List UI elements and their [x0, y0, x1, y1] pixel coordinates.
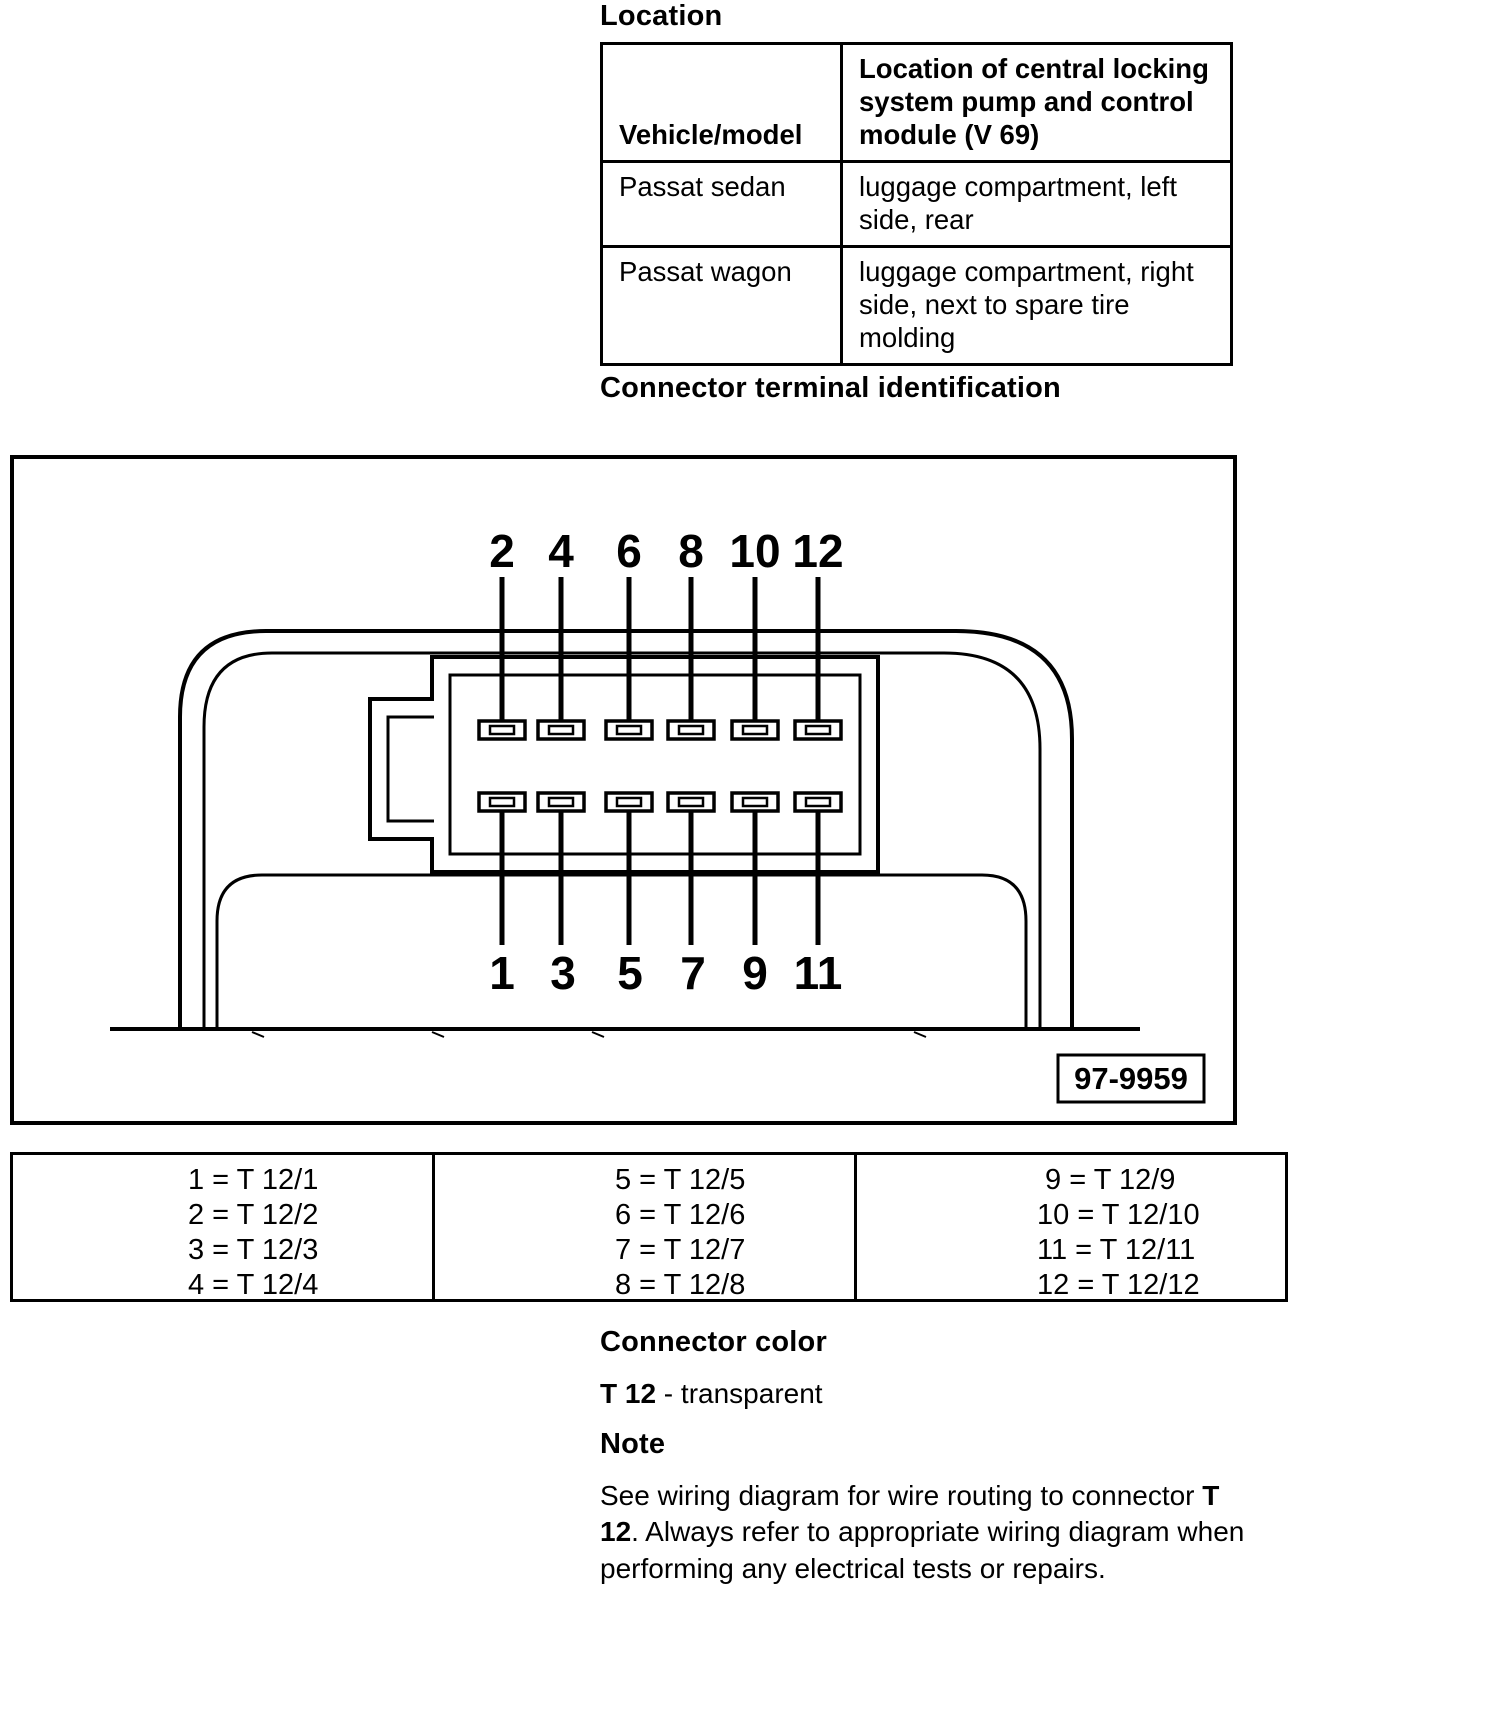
vehicle-model-cell: Passat sedan — [602, 162, 842, 247]
terminal-line: 2 = T 12/2 — [188, 1199, 319, 1231]
table-row — [602, 247, 1232, 365]
location-table — [600, 42, 1233, 366]
pin-label-2: 2 — [489, 525, 515, 577]
figure-number-box — [1058, 1055, 1204, 1102]
pin-label-1: 1 — [489, 947, 515, 999]
terminal-table — [10, 1152, 1288, 1302]
terminal-line: 9 = T 12/9 — [1037, 1164, 1176, 1196]
connector-diagram-svg — [14, 459, 1233, 1121]
baseline-ticks — [252, 1032, 926, 1037]
connector-color-code: T 12 — [600, 1378, 657, 1409]
terminal-line: 3 = T 12/3 — [188, 1234, 319, 1266]
connector-color-separator: - — [656, 1378, 681, 1409]
connector-color-heading: Connector color — [600, 1326, 827, 1358]
connector-color-line — [600, 1376, 823, 1412]
terminal-line: 7 = T 12/7 — [615, 1234, 746, 1266]
figure-number: 97-9959 — [1074, 1061, 1188, 1096]
pin-terminal-4 — [538, 721, 584, 739]
pin-label-6: 6 — [616, 525, 642, 577]
terminal-line: 5 = T 12/5 — [615, 1164, 746, 1196]
pin-label-12: 12 — [792, 525, 844, 577]
note-text — [600, 1478, 1260, 1587]
pin-terminal-2 — [479, 721, 525, 739]
connector-color-value: transparent — [680, 1378, 823, 1409]
terminal-line: 11 = T 12/11 — [1037, 1234, 1196, 1266]
pin-terminal-10 — [732, 721, 778, 739]
terminal-table-column-1 — [10, 1152, 435, 1302]
terminal-line: 4 = T 12/4 — [188, 1269, 319, 1301]
connector-receptacle-outer — [432, 657, 878, 872]
terminal-table-column-3 — [857, 1152, 1288, 1302]
terminal-line: 12 = T 12/12 — [1037, 1269, 1200, 1301]
keyway-notch-outer — [370, 699, 434, 839]
pump-location-cell: luggage compartment, right side, next to spare tire molding — [842, 247, 1232, 365]
note-text-before: See wiring diagram for wire routing to connector — [600, 1480, 1203, 1511]
pump-location-header: Location of central locking system pump and control module (V 69) — [842, 44, 1232, 162]
pin-label-9: 9 — [742, 947, 768, 999]
pin-terminal-3 — [538, 793, 584, 811]
pin-label-11: 11 — [793, 947, 843, 999]
pin-terminal-1 — [479, 793, 525, 811]
vehicle-model-cell: Passat wagon — [602, 247, 842, 365]
pin-label-8: 8 — [678, 525, 704, 577]
location-table-header-row — [602, 44, 1232, 162]
vehicle-model-header: Vehicle/model — [602, 44, 842, 162]
note-text-after: . Always refer to appropriate wiring diagram when performing any electrical tests or repairs. — [600, 1516, 1245, 1584]
pin-terminal-6 — [606, 721, 652, 739]
terminal-line: 8 = T 12/8 — [615, 1269, 746, 1301]
pin-terminal-8 — [668, 721, 714, 739]
pin-terminal-5 — [606, 793, 652, 811]
pin-terminal-9 — [732, 793, 778, 811]
location-heading: Location — [600, 0, 723, 32]
pin-label-3: 3 — [550, 947, 576, 999]
pin-label-4: 4 — [548, 525, 574, 577]
pin-label-5: 5 — [617, 947, 643, 999]
table-row — [602, 162, 1232, 247]
pin-terminal-11 — [795, 793, 841, 811]
connector-id-heading: Connector terminal identification — [600, 372, 1061, 404]
terminal-table-column-2 — [435, 1152, 857, 1302]
connector-diagram-figure — [10, 455, 1237, 1125]
pin-terminal-12 — [795, 721, 841, 739]
pump-location-cell: luggage compartment, left side, rear — [842, 162, 1232, 247]
terminal-line: 10 = T 12/10 — [1037, 1199, 1200, 1231]
terminal-line: 6 = T 12/6 — [615, 1199, 746, 1231]
note-text-bold: T 12 — [600, 1480, 1220, 1548]
pin-label-7: 7 — [680, 947, 706, 999]
pin-terminal-7 — [668, 793, 714, 811]
terminal-line: 1 = T 12/1 — [188, 1164, 319, 1196]
note-heading: Note — [600, 1428, 666, 1460]
pin-label-10: 10 — [729, 525, 781, 577]
